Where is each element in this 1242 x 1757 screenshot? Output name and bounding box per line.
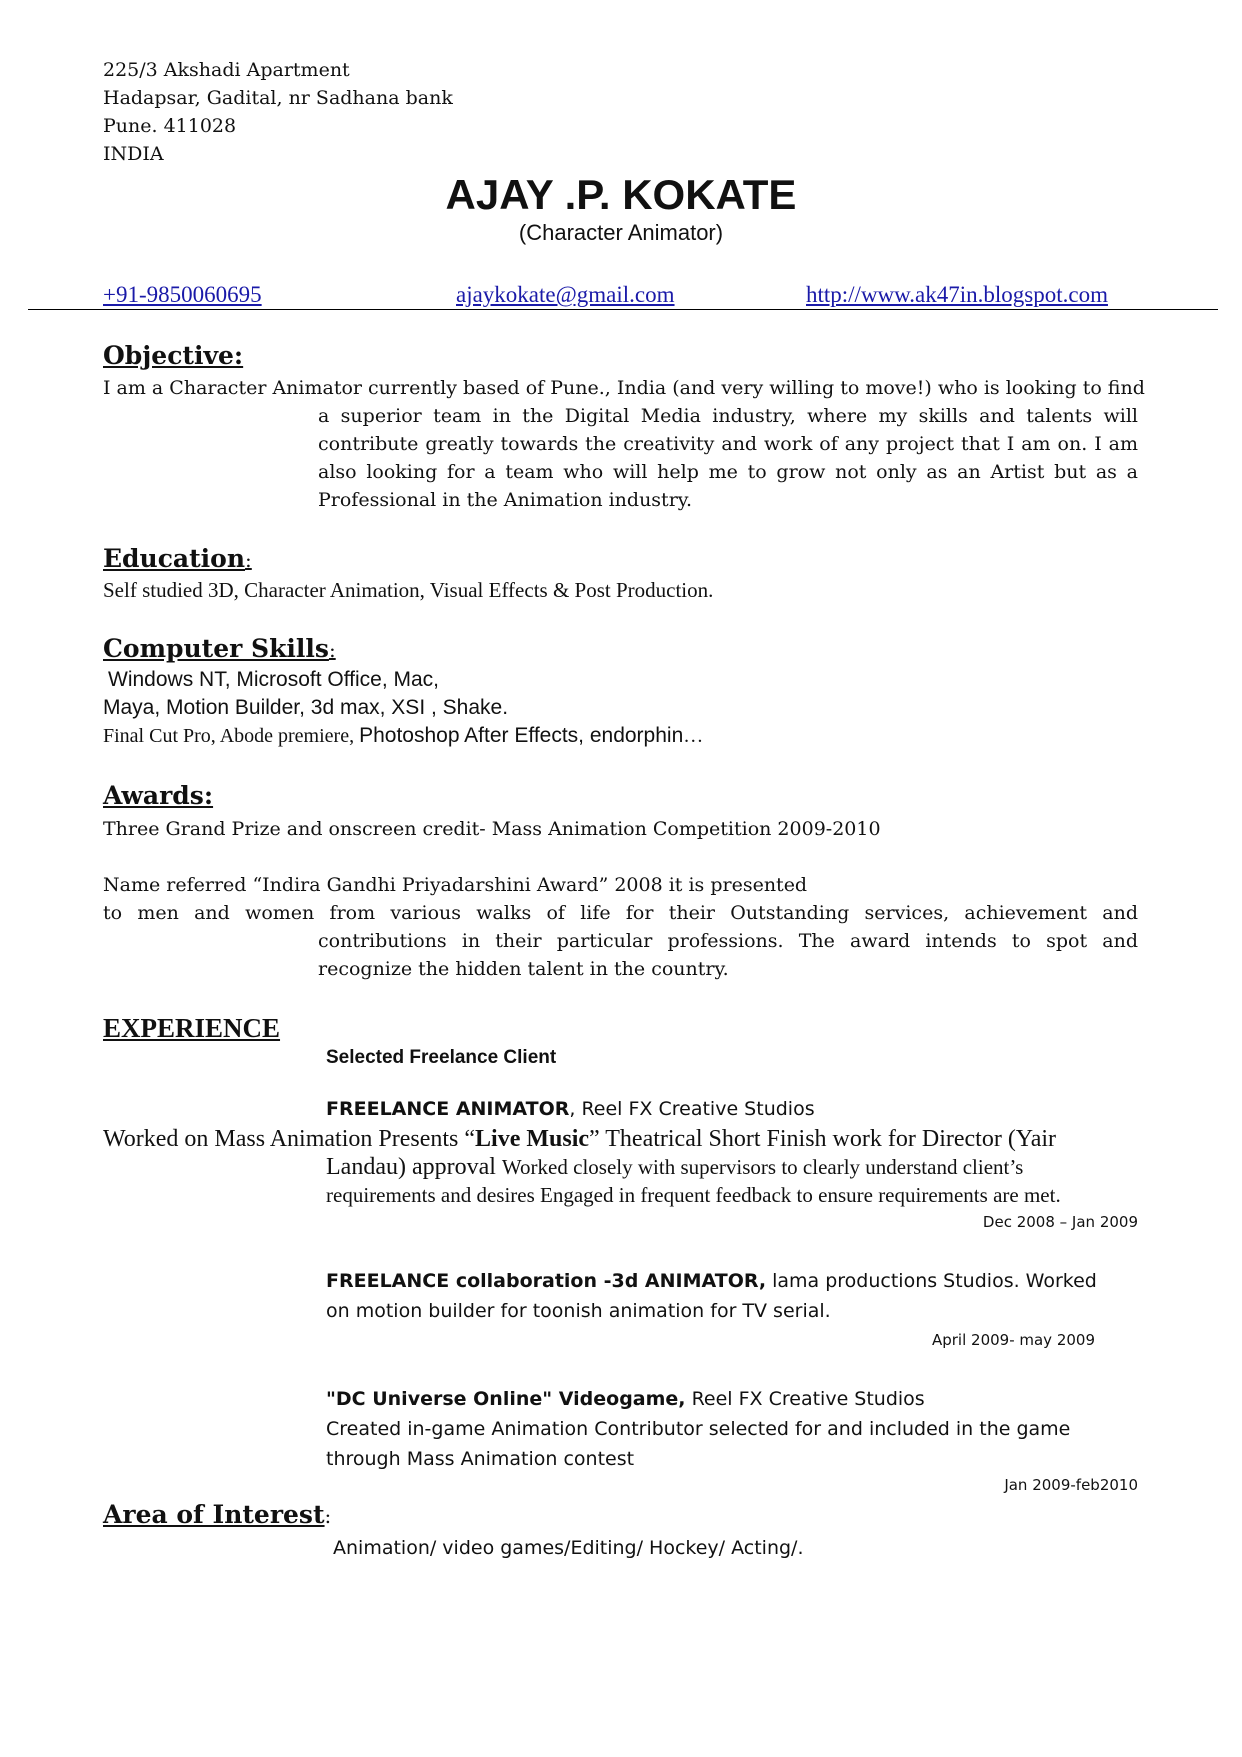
email-link[interactable]: ajaykokate@gmail.com [456,282,675,307]
job1-title: FREELANCE ANIMATOR [326,1098,570,1120]
job1-title-row [326,1098,815,1120]
objective-line-2: a superior team in the Digital Media industry, where my skills and talents will [318,405,1138,427]
objective-line-4: also looking for a team who will help me to grow not only as an Artist but as a [318,461,1138,483]
candidate-role: (Character Animator) [518,220,724,245]
objective-line-1: I am a Character Animator currently based of Pune., India (and very willing to move!) who is looking to find [103,377,1145,399]
candidate-name: AJAY .P. KOKATE [445,171,797,218]
objective-line-3: contribute greatly towards the creativity and work of any project that I am on. I am [318,433,1138,455]
job3-company: Reel FX Creative Studios [685,1388,925,1410]
education-colon: : [245,548,252,572]
interest-heading: Area of Interest [103,1500,325,1529]
education-text: Self studied 3D, Character Animation, Visual Effects & Post Production. [103,578,714,602]
awards-line-5: recognize the hidden talent in the country. [318,958,729,980]
job1-line-3: requirements and desires Engaged in frequent feedback to ensure requirements are met. [326,1183,1061,1207]
skills-line-3 [103,724,703,748]
skills-heading-row [103,634,336,663]
job3-date: Jan 2009-feb2010 [1004,1476,1138,1494]
job3-title: "DC Universe Online" Videogame, [326,1388,686,1410]
skills-line-1: Windows NT, Microsoft Office, Mac, [108,668,440,691]
job1-line-2b: Worked closely with supervisors to clearly understand client’s [501,1155,1024,1179]
awards-line-3: to men and women from various walks of life for their Outstanding services, achievement and [103,902,1138,924]
address-line-1: 225/3 Akshadi Apartment [103,59,350,81]
skills-line-2: Maya, Motion Builder, 3d max, XSI , Shake. [103,696,509,719]
interest-heading-row [103,1500,331,1529]
interest-colon: : [324,1504,332,1528]
job2-date: April 2009- may 2009 [931,1331,1095,1349]
job3-line-2: Created in-game Animation Contributor selected for and included in the game [326,1418,1071,1440]
job2-title: FREELANCE collaboration -3d ANIMATOR, [326,1270,767,1292]
job1-line-1c: ” Theatrical Short Finish work for Director (Yair [589,1126,1057,1152]
job1-date: Dec 2008 – Jan 2009 [982,1213,1138,1231]
skills-colon: : [328,638,336,662]
skills-heading: Computer Skills [103,634,329,663]
address-line-4: INDIA [103,143,164,165]
objective-line-5: Professional in the Animation industry. [318,489,693,511]
objective-heading: Objective: [103,341,244,370]
awards-line-2: Name referred “Indira Gandhi Priyadarshini Award” 2008 it is presented [103,874,808,896]
awards-heading: Awards: [103,781,214,810]
skills-line-3-serif: Final Cut Pro, Abode premiere, [103,725,360,747]
education-heading: Education [103,544,246,573]
header-divider [28,309,1218,310]
job1-live-music: Live Music [475,1126,590,1152]
experience-subheading: Selected Freelance Client [326,1047,557,1068]
job3-line-3: through Mass Animation contest [326,1448,635,1470]
job3-title-row [326,1388,925,1410]
job1-line-1a: Worked on Mass Animation Presents “ [103,1126,476,1152]
job1-company: , Reel FX Creative Studios [569,1098,815,1120]
interest-text: Animation/ video games/Editing/ Hockey/ Acting/. [333,1537,804,1559]
phone-link[interactable]: +91-9850060695 [103,282,262,307]
awards-line-1: Three Grand Prize and onscreen credit- Mass Animation Competition 2009-2010 [103,818,881,840]
address-line-3: Pune. 411028 [103,115,237,137]
job2-line-2: on motion builder for toonish animation for TV serial. [326,1300,831,1322]
job1-line-2a: Landau) approval [326,1154,502,1180]
job1-line-2 [326,1154,1023,1181]
job1-line-1 [103,1126,1056,1153]
skills-line-3-ellipsis: … [683,725,704,747]
experience-heading: EXPERIENCE [103,1013,281,1043]
job2-title-row [326,1270,1097,1292]
address-line-2: Hadapsar, Gadital, nr Sadhana bank [103,87,453,109]
education-heading-row [103,544,252,573]
skills-line-3-sans: Photoshop After Effects, endorphin [359,724,684,747]
awards-line-4: contributions in their particular professions. The award intends to spot and [318,930,1138,952]
job2-line-1: lama productions Studios. Worked [766,1270,1097,1292]
website-link[interactable]: http://www.ak47in.blogspot.com [806,282,1108,307]
